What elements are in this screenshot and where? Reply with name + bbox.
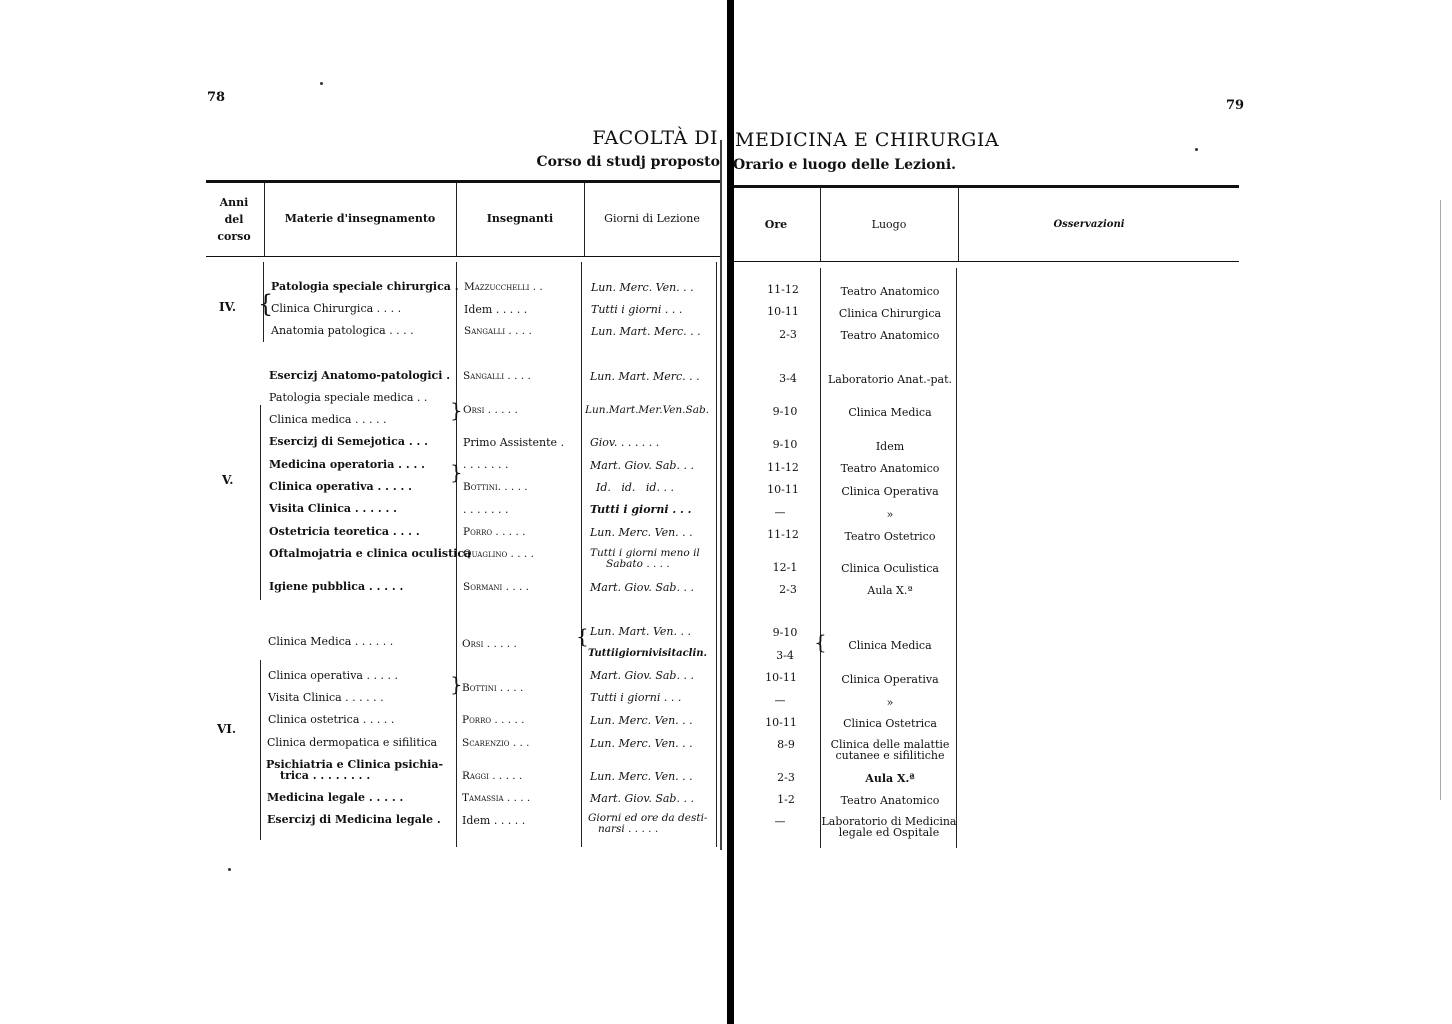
- insegnante-cell: Porro . . . . .: [462, 714, 525, 726]
- scan-speck: [320, 82, 323, 85]
- giorni-cell: Giorni ed ore da desti-: [588, 812, 708, 824]
- insegnante-cell: Sormani . . . .: [463, 581, 530, 593]
- materia-cell: Medicina legale . . . . .: [267, 791, 404, 804]
- brace-mark: {: [814, 630, 827, 654]
- luogo-cell: Teatro Anatomico: [840, 329, 940, 342]
- materia-cell: Patologia speciale chirurgica .: [271, 280, 459, 293]
- insegnante-cell: Bottini. . . . .: [463, 481, 528, 493]
- materia-cell: Medicina operatoria . . . .: [269, 458, 425, 471]
- page-number-left: 78: [207, 90, 226, 105]
- luogo-cell: Clinica Medica: [848, 639, 932, 652]
- giorni-cell-line2: Tuttiigiornivisitaclin.: [588, 648, 708, 659]
- insegnante-cell: Sangalli . . . .: [463, 370, 531, 382]
- ore-cell: —: [774, 815, 786, 828]
- giorni-cell: Lun. Mart. Merc. . .: [591, 325, 701, 338]
- title-left: FACOLTÀ DI: [592, 127, 718, 149]
- materia-cell: Clinica operativa . . . . .: [268, 669, 398, 682]
- luogo-cell: Aula X.ª: [865, 772, 915, 785]
- insegnante-cell: Porro . . . . .: [463, 526, 526, 538]
- year-iv: IV.: [219, 300, 237, 314]
- insegnante-cell: Sangalli . . . .: [464, 325, 532, 337]
- materia-cell: Clinica Chirurgica . . . .: [271, 302, 402, 315]
- giorni-cell: Lun. Merc. Ven. . .: [590, 526, 693, 539]
- ore-cell: 3-4: [779, 372, 797, 385]
- ore-cell: 2-3: [779, 583, 797, 596]
- ore-cell: —: [774, 694, 786, 707]
- title-right: MEDICINA E CHIRURGIA: [735, 129, 1000, 151]
- materia-cell: Clinica operativa . . . . .: [269, 480, 412, 493]
- luogo-cell-line2: cutanee e sifilitiche: [835, 749, 945, 762]
- insegnante-cell: Orsi . . . . .: [463, 404, 518, 416]
- luogo-cell: Clinica delle malattie: [830, 738, 950, 751]
- header-bottom-rule-right: [734, 261, 1239, 262]
- ore-cell: 9-10: [772, 438, 798, 451]
- brace-mark: {: [576, 624, 589, 648]
- giorni-cell: Tutti i giorni . . .: [590, 691, 682, 704]
- table-top-rule-right: [734, 185, 1239, 188]
- ore-cell: 11-12: [767, 528, 799, 541]
- materia-cell: Esercizj di Semejotica . . .: [269, 435, 428, 448]
- col-line: [716, 262, 717, 847]
- luogo-cell: Clinica Operativa: [841, 673, 939, 686]
- insegnante-cell: Orsi . . . . .: [462, 638, 517, 650]
- luogo-cell: Clinica Ostetrica: [843, 717, 937, 730]
- ore-cell: 10-11: [765, 671, 797, 684]
- insegnante-cell: Bottini . . . .: [462, 682, 524, 694]
- insegnante-cell: . . . . . . .: [463, 503, 509, 516]
- materia-cell: Clinica Medica . . . . . .: [268, 635, 394, 648]
- year-vi: VI.: [217, 722, 237, 736]
- luogo-cell-line2: legale ed Ospitale: [838, 826, 940, 839]
- materia-cell: Igiene pubblica . . . . .: [269, 580, 404, 593]
- giorni-cell: Lun. Merc. Ven. . .: [591, 281, 694, 294]
- header-luogo: Luogo: [871, 218, 907, 231]
- luogo-cell: Teatro Anatomico: [840, 285, 940, 298]
- luogo-cell: Clinica Oculistica: [841, 562, 939, 575]
- luogo-cell: Aula X.ª: [867, 584, 913, 597]
- page-number-right: 79: [1226, 98, 1245, 113]
- giorni-cell: Lun. Merc. Ven. . .: [590, 714, 693, 727]
- luogo-cell: »: [886, 696, 894, 709]
- brace-mark: }: [450, 672, 463, 696]
- giorni-cell: Lun. Merc. Ven. . .: [590, 770, 693, 783]
- scan-edge-line: [1440, 200, 1441, 800]
- brace-mark: }: [450, 398, 463, 422]
- ore-cell: 1-2: [777, 793, 795, 806]
- giorni-cell-line2: Sabato . . . .: [606, 558, 670, 570]
- ore-cell: 9-10: [772, 405, 798, 418]
- giorni-cell: Mart. Giov. Sab. . .: [590, 581, 694, 594]
- materia-cell-line2: trica . . . . . . . .: [280, 769, 371, 782]
- insegnante-cell: Mazzucchelli . .: [464, 281, 543, 293]
- giorni-cell: Lun.Mart.Mer.Ven.Sab.: [585, 404, 710, 416]
- col-line: [820, 268, 821, 848]
- book-spine-shadow: [720, 140, 722, 850]
- ore-cell: 11-12: [767, 461, 799, 474]
- luogo-cell: Teatro Ostetrico: [844, 530, 936, 543]
- giorni-cell: Mart. Giov. Sab. . .: [590, 792, 694, 805]
- col-line: [956, 268, 957, 848]
- ore-cell: —: [774, 506, 786, 519]
- subtitle-left: Corso di studj proposto: [536, 154, 720, 170]
- giorni-cell: Tutti i giorni meno il: [590, 547, 700, 559]
- materia-cell: Clinica dermopatica e sifilitica: [267, 736, 438, 749]
- col-separator: [584, 183, 585, 256]
- luogo-cell: Laboratorio Anat.-pat.: [827, 373, 953, 386]
- header-ore: Ore: [764, 218, 788, 231]
- ore-cell: 2-3: [777, 771, 795, 784]
- ore-cell: 10-11: [767, 483, 799, 496]
- ore-cell: 10-11: [767, 305, 799, 318]
- insegnante-cell: Idem . . . . .: [464, 303, 528, 316]
- ore-cell: 11-12: [767, 283, 799, 296]
- materia-cell: Patologia speciale medica . .: [269, 391, 428, 404]
- giorni-cell: Tutti i giorni . . .: [590, 503, 692, 516]
- scan-speck: [1195, 148, 1198, 151]
- col-separator: [958, 188, 959, 261]
- brace-mark: }: [450, 460, 463, 484]
- materia-cell: Esercizj Anatomo-patologici .: [269, 369, 451, 382]
- luogo-cell: Clinica Operativa: [841, 485, 939, 498]
- insegnante-cell: Primo Assistente .: [463, 436, 565, 449]
- materia-cell: Oftalmojatria e clinica oculistica: [269, 547, 472, 560]
- insegnante-cell: Idem . . . . .: [462, 814, 526, 827]
- luogo-cell: Teatro Anatomico: [840, 462, 940, 475]
- giorni-cell: Mart. Giov. Sab. . .: [590, 669, 694, 682]
- header-giorni: Giorni di Lezione: [604, 212, 700, 225]
- materia-cell: Clinica ostetrica . . . . .: [268, 713, 395, 726]
- subtitle-right: Orario e luogo delle Lezioni.: [733, 157, 957, 173]
- materia-cell: Ostetricia teoretica . . . .: [269, 525, 420, 538]
- brace-mark: {: [258, 290, 274, 318]
- insegnante-cell: . . . . . . .: [463, 458, 509, 471]
- materia-cell: Psichiatria e Clinica psichia-: [266, 758, 444, 771]
- col-line: [260, 660, 261, 840]
- insegnante-cell: Scarenzio . . .: [462, 737, 530, 749]
- giorni-cell-line2: narsi . . . . .: [598, 823, 659, 835]
- ore-cell-line2: 3-4: [776, 649, 794, 662]
- header-insegnanti: Insegnanti: [486, 212, 554, 225]
- luogo-cell: Clinica Medica: [848, 406, 932, 419]
- header-osservazioni: Osservazioni: [1053, 219, 1125, 230]
- col-line: [581, 262, 582, 847]
- luogo-cell: Clinica Chirurgica: [838, 307, 942, 320]
- col-separator: [456, 183, 457, 256]
- materia-cell: Clinica medica . . . . .: [269, 413, 387, 426]
- header-anni: Anni del corso: [217, 196, 251, 243]
- scan-speck: [228, 868, 231, 871]
- insegnante-cell: Tamassia . . . .: [462, 792, 531, 804]
- giorni-cell: Lun. Mart. Merc. . .: [590, 370, 700, 383]
- insegnante-cell: Quaglino . . . .: [463, 548, 534, 560]
- materia-cell: Visita Clinica . . . . . .: [268, 691, 384, 704]
- col-separator: [820, 188, 821, 261]
- col-line: [260, 405, 261, 600]
- header-bottom-rule-left: [206, 256, 720, 257]
- ore-cell: 10-11: [765, 716, 797, 729]
- luogo-cell: »: [886, 508, 894, 521]
- giorni-cell: Lun. Merc. Ven. . .: [590, 737, 693, 750]
- ore-cell: 2-3: [779, 328, 797, 341]
- luogo-cell: Idem: [875, 440, 905, 453]
- table-top-rule-left: [206, 180, 720, 183]
- insegnante-cell: Raggi . . . . .: [462, 770, 523, 782]
- ore-cell: 8-9: [777, 738, 795, 751]
- giorni-cell: Mart. Giov. Sab. . .: [590, 459, 694, 472]
- book-spine: [727, 0, 734, 1024]
- giorni-cell: Id. id. id. . .: [596, 481, 674, 494]
- giorni-cell: Tutti i giorni . . .: [591, 303, 683, 316]
- col-separator: [264, 183, 265, 256]
- ore-cell: 12-1: [772, 561, 798, 574]
- header-materie: Materie d'insegnamento: [284, 212, 436, 225]
- materia-cell: Anatomia patologica . . . .: [271, 324, 414, 337]
- year-v: V.: [222, 473, 234, 487]
- ore-cell: 9-10: [772, 626, 798, 639]
- materia-cell: Esercizj di Medicina legale .: [267, 813, 441, 826]
- materia-cell: Visita Clinica . . . . . .: [269, 502, 397, 515]
- luogo-cell: Laboratorio di Medicina: [821, 815, 957, 828]
- giorni-cell: Lun. Mart. Ven. . .: [590, 625, 691, 638]
- giorni-cell: Giov. . . . . . .: [590, 436, 660, 449]
- luogo-cell: Teatro Anatomico: [840, 794, 940, 807]
